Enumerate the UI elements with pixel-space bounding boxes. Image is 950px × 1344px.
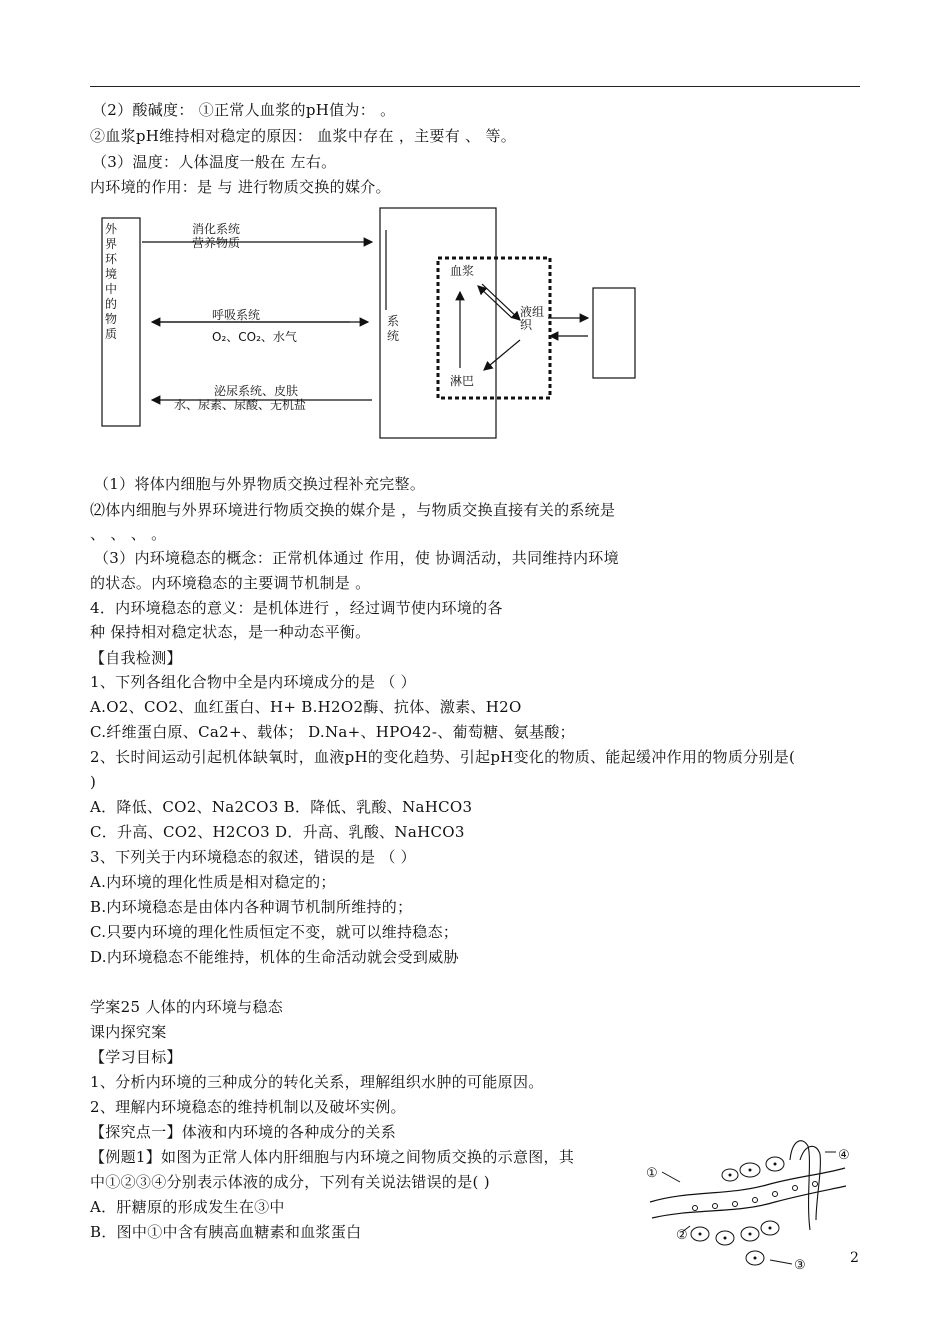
question: 3、下列关于内环境稳态的叙述，错误的是 （ ）: [90, 848, 416, 866]
excretion-label: 水、尿素、尿酸、无机盐: [174, 398, 307, 412]
figure-label-3: ③: [794, 1258, 806, 1273]
lymph-label: 淋巴: [450, 374, 475, 388]
question: 2、长时间运动引起机体缺氧时，血液pH的变化趋势、引起pH变化的物质、能起缓冲作用的物质分别是(: [90, 748, 796, 766]
text-line: （1）将体内细胞与外界物质交换过程补充完整。: [94, 475, 426, 493]
text-line: 内环境的作用：是 与 进行物质交换的媒介。: [90, 178, 391, 196]
text-line: ⑵体内细胞与外界环境进行物质交换的媒介是 ，与物质交换直接有关的系统是: [90, 501, 616, 519]
figure-label-4: ④: [838, 1148, 850, 1163]
option-line: C.只要内环境的理化性质恒定不变，就可以维持稳态；: [90, 923, 459, 941]
text-line: 的状态。内环境稳态的主要调节机制是 。: [90, 574, 371, 592]
option-line: D.内环境稳态不能维持，机体的生命活动就会受到威胁: [90, 948, 459, 966]
plasma-label: 血浆: [450, 264, 475, 278]
question-cont: ): [90, 773, 97, 791]
text-line: （3）温度：人体温度一般在 左右。: [92, 153, 337, 171]
goal-item: 1、分析内环境的三种成分的转化关系，理解组织水肿的可能原因。: [90, 1073, 544, 1091]
figure-label-1: ①: [646, 1166, 658, 1181]
option-line: C.纤维蛋白原、Ca2+、载体； D.Na+、HPO42-、葡萄糖、氨基酸；: [90, 723, 575, 741]
goal-item: 2、理解内环境稳态的维持机制以及破坏实例。: [90, 1098, 406, 1116]
option-line: A．降低、CO2、Na2CO3 B．降低、乳酸、NaHCO3: [90, 798, 473, 816]
section-heading: 【学习目标】: [90, 1048, 182, 1066]
text-line: 4．内环境稳态的意义：是机体进行 ，经过调节使内环境的各: [90, 599, 503, 617]
option-line: C．升高、CO2、H2CO3 D．升高、乳酸、NaHCO3: [90, 823, 465, 841]
option-line: A.内环境的理化性质是相对稳定的；: [90, 873, 336, 891]
system-label: 系统: [386, 314, 399, 343]
question: 1、下列各组化合物中全是内环境成分的是 （ ）: [90, 673, 416, 691]
example-question: 【例题1】如图为正常人体内肝细胞与内环境之间物质交换的示意图，其: [90, 1148, 575, 1166]
digestive-system-label: 消化系统: [192, 222, 241, 236]
text-line: ②血浆pH维持相对稳定的原因： 血浆中存在 ，主要有 、 等。: [90, 127, 517, 145]
option-line: A.O2、CO2、血红蛋白、H+ B.H2O2酶、抗体、激素、H2O: [90, 698, 522, 716]
page-number: 2: [850, 1250, 859, 1266]
text-line: 、 、 、 。: [90, 525, 167, 543]
option-line: B.内环境稳态是由体内各种调节机制所维持的；: [90, 898, 413, 916]
urinary-system-label: 泌尿系统、皮肤: [214, 384, 299, 398]
subtitle: 课内探究案: [90, 1023, 167, 1041]
option-line: A．肝糖原的形成发生在③中: [90, 1198, 285, 1216]
text-line: （3）内环境稳态的概念：正常机体通过 作用，使 协调活动，共同维持内环境: [94, 549, 619, 567]
example-question-cont: 中①②③④分别表示体液的成分，下列有关说法错误的是( ): [90, 1173, 490, 1191]
figure-label-2: ②: [676, 1228, 688, 1243]
text-line: （2）酸碱度： ①正常人血浆的pH值为： 。: [92, 101, 396, 119]
lesson-title: 学案25 人体的内环境与稳态: [90, 998, 284, 1016]
tissue-fluid-label: 液组织: [520, 305, 545, 332]
section-heading: 【自我检测】: [90, 649, 182, 667]
section-heading: 【探究点一】体液和内环境的各种成分的关系: [90, 1123, 397, 1141]
exchange-diagram: [90, 200, 650, 450]
respiratory-system-label: 呼吸系统: [212, 308, 261, 322]
cell-box: [593, 288, 635, 378]
outer-env-label: 外界环境中的物质: [104, 222, 117, 341]
text-line: 种 保持相对稳定状态，是一种动态平衡。: [90, 623, 371, 641]
nutrients-label: 营养物质: [192, 236, 241, 250]
respiratory-gases-label: O₂、CO₂、水气: [212, 330, 297, 344]
option-line: B．图中①中含有胰高血糖素和血浆蛋白: [90, 1223, 362, 1241]
header-rule: [90, 86, 860, 87]
liver-cell-figure: [640, 1130, 850, 1270]
